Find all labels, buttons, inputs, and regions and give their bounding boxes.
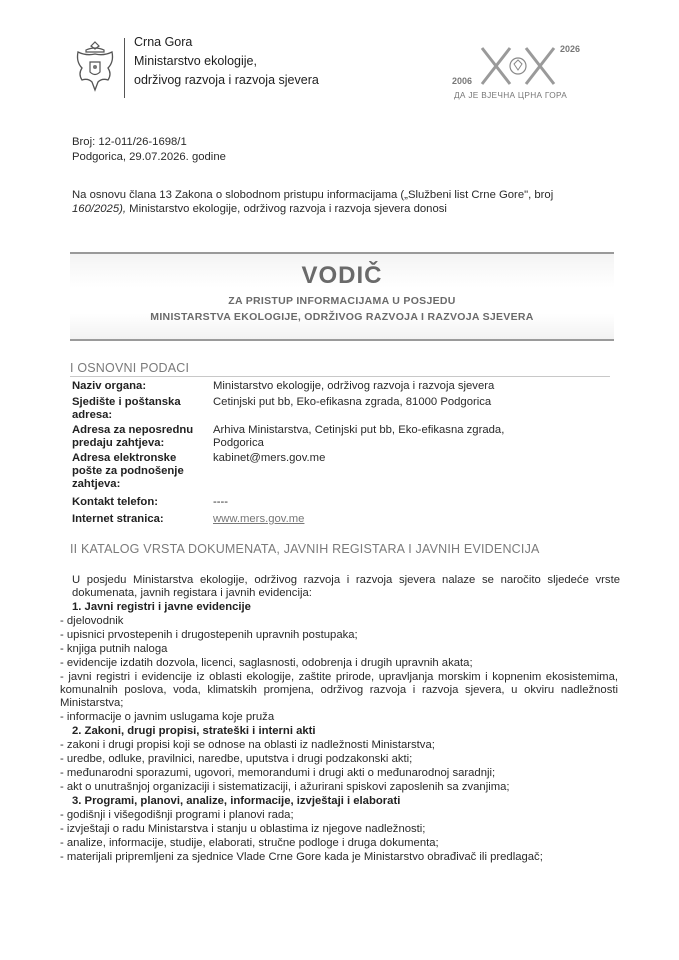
group-2-item-1: - zakoni i drugi propisi koji se odnose na oblasti iz nadležnosti Ministarstva;: [60, 739, 435, 751]
logo-motto: ДА ЈЕ ВЈЕЧНА ЦРНА ГОРА: [454, 90, 568, 100]
ministry-line-2: Ministarstvo ekologije,: [134, 54, 257, 68]
title-box: [70, 252, 614, 341]
group-3-item-2: - izvještaji o radu Ministarstva i stanju u oblastima iz njegove nadležnosti;: [60, 823, 426, 835]
logo-year-left: 2006: [452, 76, 473, 86]
value-submission-address: Arhiva Ministarstva, Cetinjski put bb, Eko-efikasna zgrada, Podgorica: [213, 424, 505, 449]
value-phone: ----: [213, 496, 229, 508]
label-phone: Kontakt telefon:: [72, 496, 158, 508]
value-organ-name: Ministarstvo ekologije, održivog razvoja i razvoja sjevera: [213, 380, 495, 392]
section-2-heading: II KATALOG VRSTA DOKUMENATA, JAVNIH REGISTARA I JAVNIH EVIDENCIJA: [70, 542, 540, 556]
group-3-item-1: - godišnji i višegodišnji programi i planovi rada;: [60, 809, 294, 821]
group-1-item-6: - informacije o javnim uslugama koje pruža: [60, 711, 275, 723]
page-title: VODIČ: [301, 262, 383, 289]
intro-line-2: [72, 202, 620, 216]
label-website: Internet stranica:: [72, 513, 164, 525]
document-place-date: Podgorica, 29.07.2026. godine: [72, 151, 226, 163]
group-2-title: 2. Zakoni, drugi propisi, strateški i interni akti: [72, 725, 316, 737]
section-2-intro: U posjedu Ministarstva ekologije, održivog razvoja i razvoja sjevera nalaze se naročito sljedeće vrste dokumenata, javnih registara i javnih evidencija:: [72, 574, 620, 599]
group-1-item-4: - evidencije izdatih dozvola, licenci, saglasnosti, odobrenja i drugih upravnih akata;: [60, 657, 473, 669]
group-3-title: 3. Programi, planovi, analize, informacije, izvještaji i elaborati: [72, 795, 401, 807]
ministry-name: [134, 33, 319, 90]
group-1-title: 1. Javni registri i javne evidencije: [72, 601, 251, 613]
label-seat-address: Sjedište i poštanska adresa:: [72, 396, 181, 421]
group-2-item-3: - međunarodni sporazumi, ugovori, memorandumi i drugi akti o međunarodnoj saradnji;: [60, 767, 496, 779]
intro-line-1: Na osnovu člana 13 Zakona o slobodnom pristupu informacijama („Službeni list Crne Gore", broj: [72, 189, 554, 201]
header-separator: [124, 38, 125, 98]
label-email-address: Adresa elektronske pošte za podnošenje zahtjeva:: [72, 452, 184, 490]
logo-year-right: 2026: [560, 44, 581, 54]
coat-of-arms-icon: [72, 38, 118, 96]
title-subline-1: ZA PRISTUP INFORMACIJAMA U POSJEDU: [228, 295, 456, 307]
label-submission-address: Adresa za neposrednu predaju zahtjeva:: [72, 424, 194, 449]
group-1-item-2: - upisnici prvostepenih i drugostepenih upravnih postupaka;: [60, 629, 358, 641]
ministry-line-3: održivog razvoja i razvoja sjevera: [134, 73, 319, 87]
section-1-heading: I OSNOVNI PODACI: [70, 361, 610, 377]
label-organ-name: Naziv organa:: [72, 380, 147, 392]
group-1-item-5: - javni registri i evidencije iz oblasti ekologije, zaštite prirode, upravljanja morskim i kopnenim ekosistemima, komunalnih poslova, voda, klimatskih promjena, održivog razvoja i razvoja sjevera, u okviru nadležnosti Ministarstva;: [60, 671, 618, 709]
value-seat-address: Cetinjski put bb, Eko-efikasna zgrada, 81000 Podgorica: [213, 396, 492, 408]
group-2-item-4: - akt o unutrašnjoj organizaciji i sistematizaciji, i ažurirani spiskovi zaposlenih sa zvanjima;: [60, 781, 510, 793]
value-website-link[interactable]: www.mers.gov.me: [213, 513, 305, 525]
group-3-item-4: - materijali pripremljeni za sjednice Vlade Crne Gore kada je Ministarstvo obrađivač ili predlagač;: [60, 851, 543, 863]
intro-gazette-ref: 160/2025),: [72, 203, 127, 215]
intro-line-2-text: Ministarstvo ekologije, održivog razvoja i razvoja sjevera donosi: [126, 203, 447, 215]
title-subline-2: MINISTARSTVA EKOLOGIJE, ODRŽIVOG RAZVOJA I RAZVOJA SJEVERA: [150, 311, 534, 323]
group-1-item-1: - djelovodnik: [60, 615, 124, 627]
jubilee-logo: [452, 40, 602, 104]
ministry-line-1: Crna Gora: [134, 35, 193, 49]
group-1-item-3: - knjiga putnih naloga: [60, 643, 168, 655]
group-3-item-3: - analize, informacije, studije, elaborati, stručne podloge i druga dokumenta;: [60, 837, 439, 849]
group-2-item-2: - uredbe, odluke, pravilnici, naredbe, uputstva i drugi podzakonski akti;: [60, 753, 413, 765]
document-number: Broj: 12-011/26-1698/1: [72, 136, 187, 148]
value-email-address[interactable]: kabinet@mers.gov.me: [213, 452, 326, 464]
